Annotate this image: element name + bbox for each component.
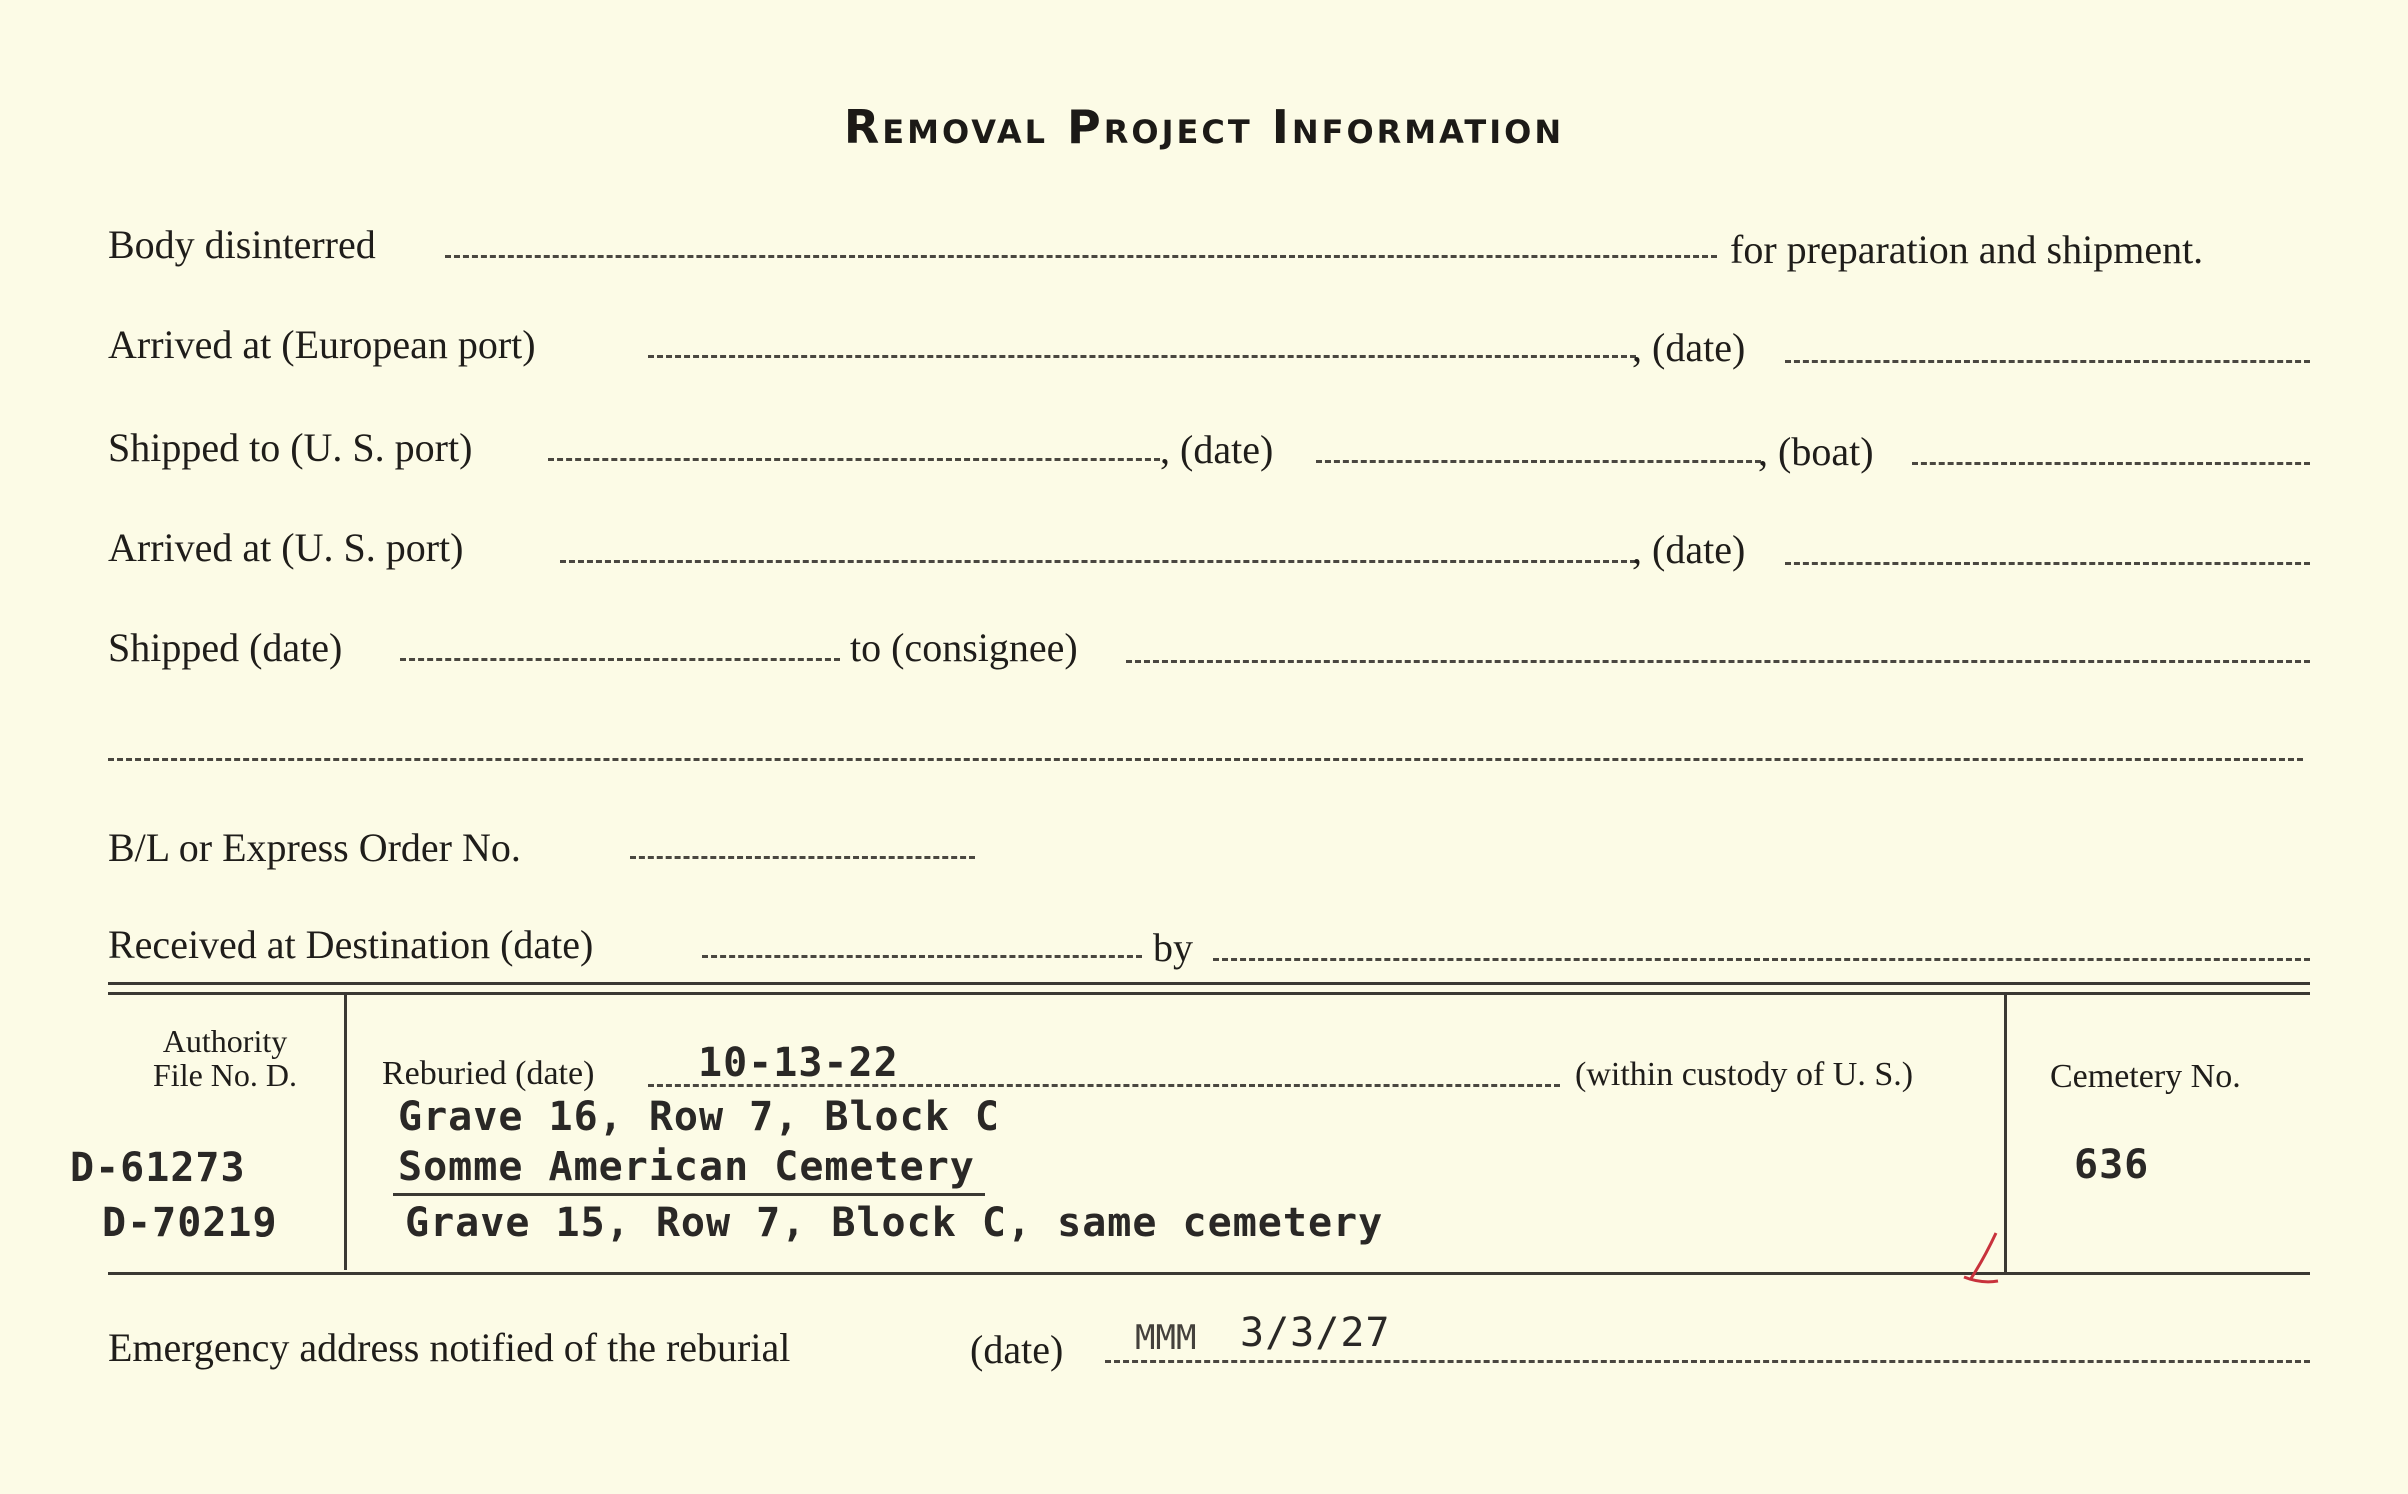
shipped-date-field — [1316, 460, 1761, 463]
consignee-field-continued — [108, 758, 2303, 761]
cemetery-no-label: Cemetery No. — [2050, 1058, 2241, 1095]
boat-field — [1912, 462, 2310, 465]
reburied-date-label: Reburied (date) — [382, 1055, 595, 1092]
within-custody-label: (within custody of U. S.) — [1575, 1056, 1914, 1093]
received-destination-label: Received at Destination (date) — [108, 922, 594, 967]
emergency-date-field — [1105, 1360, 2310, 1363]
cemetery-number: 636 — [2074, 1142, 2150, 1188]
boat-label: , (boat) — [1758, 429, 1874, 474]
authority-file-text: Authority File No. D. — [153, 1023, 297, 1093]
box-divider-left — [344, 995, 347, 1270]
shipped-date-row-field — [400, 658, 840, 661]
file-number-2: D-70219 — [102, 1200, 278, 1246]
emergency-address-label: Emergency address notified of the reburial — [108, 1325, 791, 1370]
arrived-us-port-label: Arrived at (U. S. port) — [108, 525, 464, 570]
file-number-1: D-61273 — [70, 1145, 246, 1191]
emergency-date-value: 3/3/27 — [1240, 1310, 1391, 1356]
arrived-us-date-label: , (date) — [1632, 527, 1746, 572]
consignee-field — [1126, 660, 2310, 663]
strike-underline — [393, 1193, 985, 1196]
arrived-european-port-label: Arrived at (European port) — [108, 322, 536, 367]
check-mark-icon — [1960, 1225, 2010, 1285]
arrived-us-date-field — [1785, 562, 2310, 565]
arrived-european-port-field — [648, 355, 1636, 358]
emergency-date-label: (date) — [970, 1327, 1064, 1372]
authority-file-label — [115, 1025, 335, 1092]
page-title: Removal Project Information — [843, 100, 1565, 154]
body-disinterred-field — [445, 255, 1717, 258]
arrived-us-port-field — [560, 560, 1636, 563]
shipped-to-us-port-field — [548, 458, 1160, 461]
received-date-field — [702, 955, 1142, 958]
by-label: by — [1153, 925, 1193, 970]
shipped-to-us-port-label: Shipped to (U. S. port) — [108, 425, 473, 470]
grave-line-1: Grave 16, Row 7, Block C — [398, 1094, 1000, 1140]
box-top-rule — [108, 982, 2310, 985]
reburied-date-value: 10-13-22 — [698, 1040, 899, 1086]
grave-line-3: Grave 15, Row 7, Block C, same cemetery — [405, 1200, 1384, 1246]
bl-order-label: B/L or Express Order No. — [108, 825, 521, 870]
shipped-date-row-label: Shipped (date) — [108, 625, 343, 670]
arrived-date-field — [1785, 360, 2310, 363]
grave-line-2: Somme American Cemetery — [398, 1144, 975, 1190]
for-preparation-label: for preparation and shipment. — [1730, 227, 2204, 272]
arrived-date-label: , (date) — [1632, 325, 1746, 370]
emergency-initials: MMM — [1135, 1318, 1197, 1358]
bl-order-field — [630, 856, 975, 859]
to-consignee-label: to (consignee) — [850, 625, 1078, 670]
body-disinterred-label: Body disinterred — [108, 222, 376, 267]
box-top-rule-2 — [108, 992, 2310, 995]
received-by-field — [1213, 958, 2310, 961]
shipped-date-label: , (date) — [1160, 427, 1274, 472]
